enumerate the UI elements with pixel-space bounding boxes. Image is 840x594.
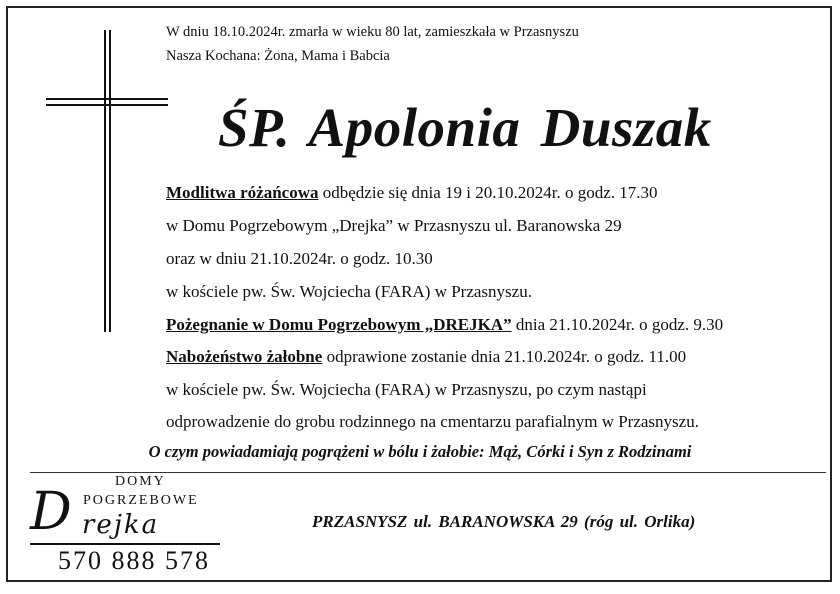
deceased-name: ŚP. Apolonia Duszak: [218, 97, 712, 158]
logo-initial: D: [30, 482, 72, 542]
rosary-text: odbędzie się dnia 19 i 20.10.2024r. o godz. 17.30: [318, 183, 658, 202]
phone-number: 570 888 578: [58, 546, 210, 575]
rosary-label: Modlitwa różańcowa: [166, 183, 319, 202]
family-notice: O czym powiadamiają pogrążeni w bólu i żałobie: Mąż, Córki i Syn z Rodzinami: [148, 442, 692, 461]
funeral-home-address: PRZASNYSZ ul. BARANOWSKA 29 (róg ul. Orlika): [312, 512, 696, 531]
church-line: w kościele pw. Św. Wojciecha (FARA) w Przasnyszu.: [166, 282, 532, 301]
intro-family-role: Nasza Kochana: Żona, Mama i Babcia: [166, 48, 390, 64]
rosary-line: [166, 183, 658, 203]
intro-death-info: W dniu 18.10.2024r. zmarła w wieku 80 lat, zamieszkała w Przasnyszu: [166, 24, 579, 40]
cemetery-line: odprowadzenie do grobu rodzinnego na cmentarzu parafialnym w Przasnyszu.: [166, 412, 699, 431]
service-label: Nabożeństwo żałobne: [166, 347, 323, 366]
farewell-label: Pożegnanie w Domu Pogrzebowym „DREJKA”: [166, 315, 512, 334]
cross-vertical-bar-inner: [109, 30, 111, 332]
cross-horizontal-bar-top: [46, 98, 168, 100]
logo-script-name: rejka: [82, 510, 160, 540]
farewell-text: dnia 21.10.2024r. o godz. 9.30: [511, 315, 724, 334]
funeral-home-line: w Domu Pogrzebowym „Drejka” w Przasnyszu ul. Baranowska 29: [166, 216, 622, 235]
cross-horizontal-bar-bottom: [46, 104, 168, 106]
logo-domy-text: DOMY: [115, 474, 166, 489]
cross-vertical-bar: [104, 30, 106, 332]
logo-underline: [30, 543, 220, 545]
farewell-line: [166, 315, 723, 335]
second-date-line: oraz w dniu 21.10.2024r. o godz. 10.30: [166, 249, 433, 268]
church-burial-line: w kościele pw. Św. Wojciecha (FARA) w Przasnyszu, po czym nastąpi: [166, 380, 647, 399]
footer-divider: [30, 472, 826, 473]
service-line: [166, 347, 686, 367]
logo-pogrzebowe-text: POGRZEBOWE: [83, 493, 199, 508]
service-text: odprawione zostanie dnia 21.10.2024r. o godz. 11.00: [322, 347, 687, 366]
